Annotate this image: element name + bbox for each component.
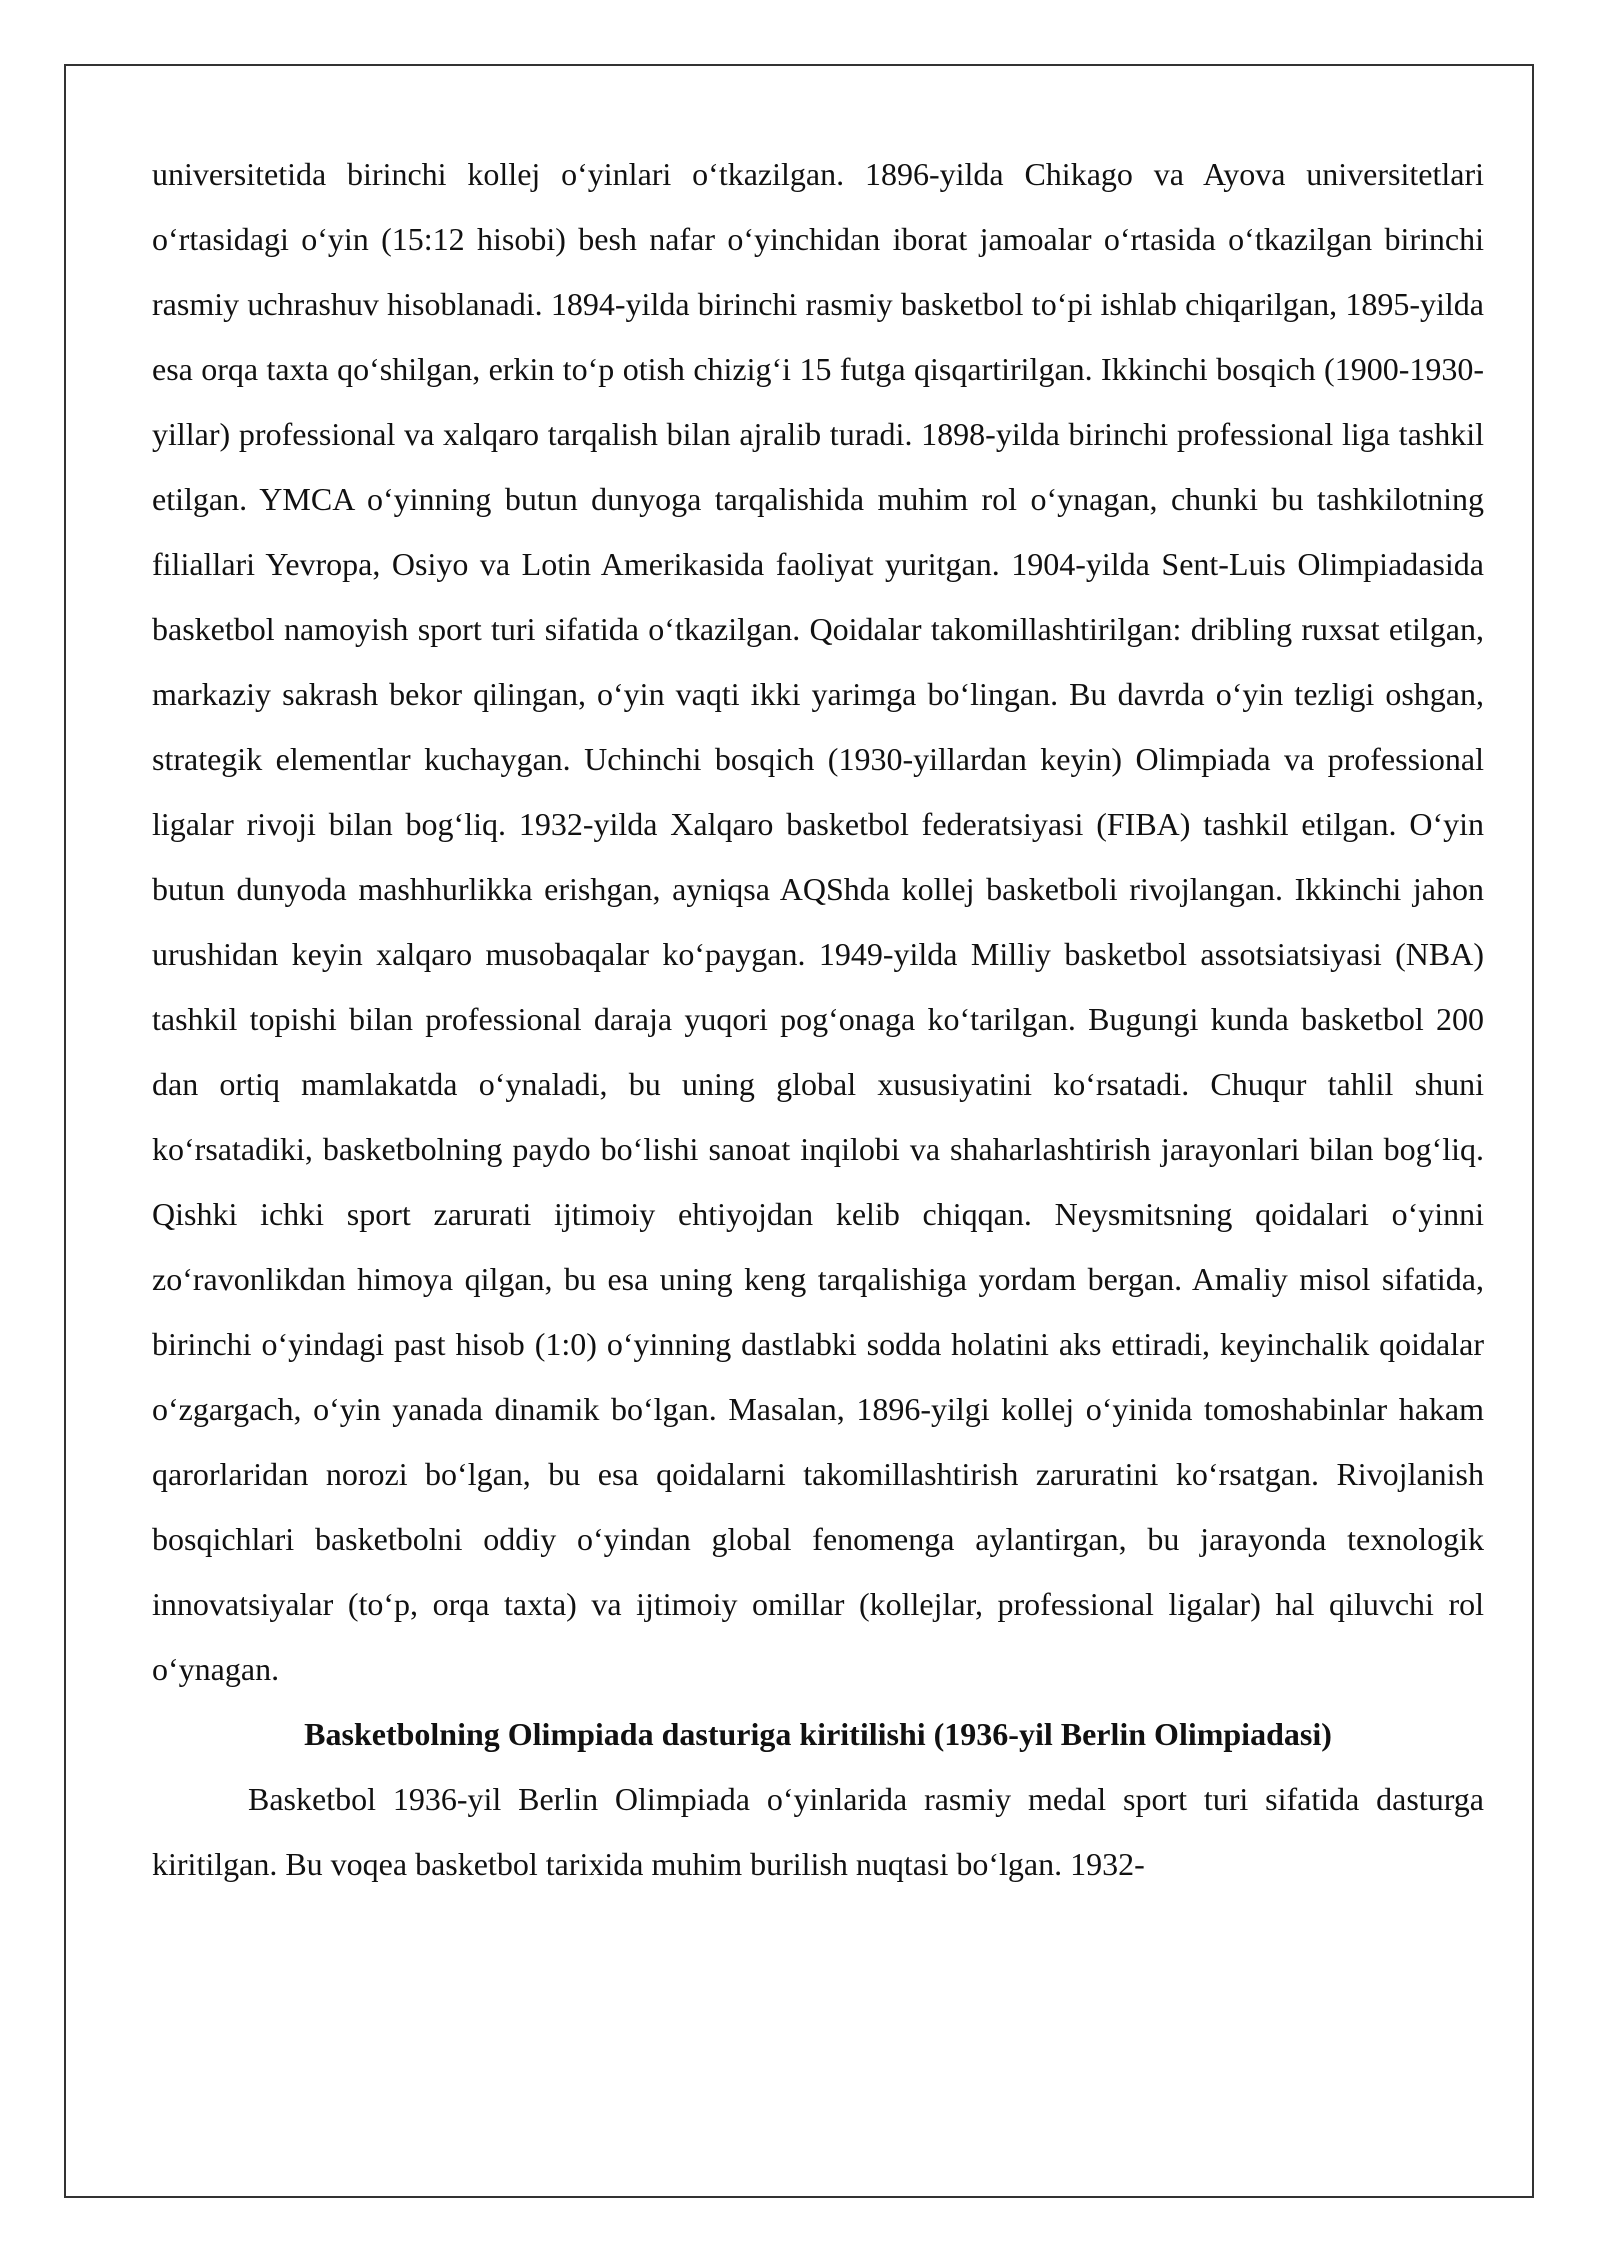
section-heading: Basketbolning Olimpiada dasturiga kiritilishi (1936-yil Berlin Olimpiadasi) <box>304 1716 1332 1752</box>
document-body <box>152 142 1484 1897</box>
body-paragraph: Basketbol 1936-yil Berlin Olimpiada oʻyinlarida rasmiy medal sport turi sifatida dasturga kiritilgan. Bu voqea basketbol tarixida muhim burilish nuqtasi boʻlgan. 1932- <box>152 1781 1484 1882</box>
body-paragraph: universitetida birinchi kollej oʻyinlari oʻtkazilgan. 1896-yilda Chikago va Ayova universitetlari oʻrtasidagi oʻyin (15:12 hisobi) besh nafar oʻyinchidan iborat jamoalar oʻrtasida oʻtkazilgan birinchi rasmiy uchrashuv hisoblanadi. 1894-yilda birinchi rasmiy basketbol toʻpi ishlab chiqarilgan, 1895-yilda esa orqa taxta qoʻshilgan, erkin toʻp otish chizigʻi 15 futga qisqartirilgan. Ikkinchi bosqich (1900-1930-yillar) professional va xalqaro tarqalish bilan ajralib turadi. 1898-yilda birinchi professional liga tashkil etilgan. YMCA oʻyinning butun dunyoga tarqalishida muhim rol oʻynagan, chunki bu tashkilotning filiallari Yevropa, Osiyo va Lotin Amerikasida faoliyat yuritgan. 1904-yilda Sent-Luis Olimpiadasida basketbol namoyish sport turi sifatida oʻtkazilgan. Qoidalar takomillashtirilgan: dribling ruxsat etilgan, markaziy sakrash bekor qilingan, oʻyin vaqti ikki yarimga boʻlingan. Bu davrda oʻyin tezligi oshgan, strategik elementlar kuchaygan. Uchinchi bosqich (1930-yillardan keyin) Olimpiada va professional ligalar rivoji bilan bogʻliq. 1932-yilda Xalqaro basketbol federatsiyasi (FIBA) tashkil etilgan. Oʻyin butun dunyoda mashhurlikka erishgan, ayniqsa AQShda kollej basketboli rivojlangan. Ikkinchi jahon urushidan keyin xalqaro musobaqalar koʻpaygan. 1949-yilda Milliy basketbol assotsiatsiyasi (NBA) tashkil topishi bilan professional daraja yuqori pogʻonaga koʻtarilgan. Bugungi kunda basketbol 200 dan ortiq mamlakatda oʻynaladi, bu uning global xususiyatini koʻrsatadi. Chuqur tahlil shuni koʻrsatadiki, basketbolning paydo boʻlishi sanoat inqilobi va shaharlashtirish jarayonlari bilan bogʻliq. Qishki ichki sport zarurati ijtimoiy ehtiyojdan kelib chiqqan. Neysmitsning qoidalari oʻyinni zoʻravonlikdan himoya qilgan, bu esa uning keng tarqalishiga yordam bergan. Amaliy misol sifatida, birinchi oʻyindagi past hisob (1:0) oʻyinning dastlabki sodda holatini aks ettiradi, keyinchalik qoidalar oʻzgargach, oʻyin yanada dinamik boʻlgan. Masalan, 1896-yilgi kollej oʻyinida tomoshabinlar hakam qarorlaridan norozi boʻlgan, bu esa qoidalarni takomillashtirish zaruratini koʻrsatgan. Rivojlanish bosqichlari basketbolni oddiy oʻyindan global fenomenga aylantirgan, bu jarayonda texnologik innovatsiyalar (toʻp, orqa taxta) va ijtimoiy omillar (kollejlar, professional ligalar) hal qiluvchi rol oʻynagan. <box>152 156 1484 1687</box>
